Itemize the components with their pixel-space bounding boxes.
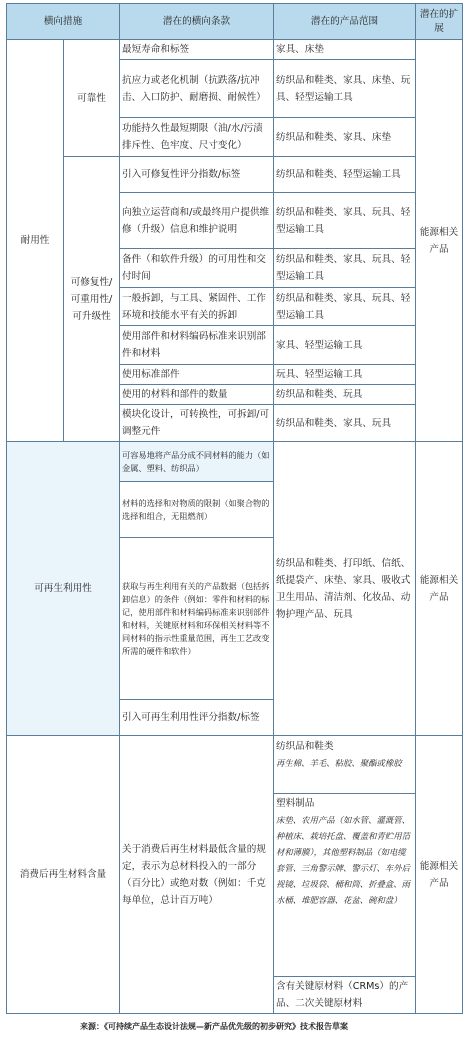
header-scope: 潜在的产品范围 <box>274 4 416 40</box>
table-row <box>7 40 463 60</box>
scope-cell: 纺织品和鞋类、玩具 <box>274 385 416 405</box>
scope-cell: 纺织品和鞋类、家具、床垫、玩具、轻型运输工具 <box>274 60 416 118</box>
measure-durability: 耐用性 <box>7 40 64 442</box>
source-note: 来源：《可持续产品生态设计法规—新产品优先级的初步研究》技术报告草案 <box>80 1022 348 1031</box>
header-extension: 潜在的扩展 <box>416 4 463 40</box>
clause-cell: 使用标准部件 <box>120 365 274 385</box>
sub-measure-repairability: 可修复性/可重用性/可升级性 <box>64 157 120 442</box>
scope-block-title: 纺织品和鞋类 <box>276 740 334 752</box>
clause-cell: 引入可再生利用性评分指数/标签 <box>120 700 274 736</box>
scope-block-body: 床垫、农用产品（如水管、灌溉管、种植床、栽培托盘、覆盖和青贮用箔材和薄膜），其他塑料制品（如电缆套管、三角警示牌、警示灯、车外后视镜、垃圾袋、桶和筒、折叠盒、雨水桶、堆肥容器、花盆、碗和盘） <box>276 814 410 905</box>
clause-cell: 最短寿命和标签 <box>120 40 274 60</box>
scope-block-textiles <box>274 737 415 794</box>
header-clause: 潜在的横向条款 <box>120 4 274 40</box>
extension-recyclability: 能源相关产品 <box>416 442 463 736</box>
sub-measure-reliability: 可靠性 <box>64 40 120 157</box>
table-header-row <box>7 4 463 40</box>
clause-cell: 材料的选择和对物质的限制（如聚合物的选择和组合，无阻燃剂） <box>120 482 274 538</box>
scope-cell: 纺织品和鞋类、家具、玩具、轻型运输工具 <box>274 249 416 288</box>
table-row <box>7 736 463 1014</box>
scope-cell: 纺织品和鞋类、家具、玩具、轻型运输工具 <box>274 288 416 326</box>
measures-table <box>6 3 463 1014</box>
scope-cell: 家具、床垫 <box>274 40 416 60</box>
clause-cell: 使用的材料和部件的数量 <box>120 385 274 405</box>
scope-cell: 纺织品和鞋类、家具、床垫 <box>274 118 416 157</box>
scope-cell: 纺织品和鞋类、轻型运输工具 <box>274 157 416 193</box>
clause-cell: 获取与再生利用有关的产品数据（包括拆卸信息）的条件（例如：零件和材料的标记，使用部件和材料编码标准来识别部件和材料，关键原材料和环保相关材料等不同材料的指示性重量范围，再生工艺改变所需的硬件和软件） <box>120 538 274 700</box>
scope-cell: 纺织品和鞋类、家具、玩具 <box>274 405 416 442</box>
clause-cell: 使用部件和材料编码标准来识别部件和材料 <box>120 326 274 365</box>
clause-cell: 模块化设计，可转换性，可拆卸/可调整元件 <box>120 405 274 442</box>
scope-block-crm <box>274 977 415 1013</box>
clause-cell: 功能持久性最短期限（油/水/污渍排斥性、色牢度、尺寸变化） <box>120 118 274 157</box>
scope-recyclability: 纺织品和鞋类、打印纸、信纸、纸提袋产、床垫、家具、吸收式卫生用品、清洁剂、化妆品、动物护理产品、玩具 <box>274 442 416 736</box>
scope-block-plastics <box>274 794 415 977</box>
clause-cell: 向独立运营商和/或最终用户提供维修（升级）信息和维护说明 <box>120 193 274 249</box>
scope-cell: 玩具、轻型运输工具 <box>274 365 416 385</box>
table-row <box>7 442 463 482</box>
clause-cell: 抗应力或老化机制（抗跌落/抗冲击、入口防护、耐磨损、耐候性） <box>120 60 274 118</box>
table-container <box>6 3 463 1014</box>
header-measure: 横向措施 <box>7 4 120 40</box>
clause-cell: 备件（和软件升级）的可用性和交付时间 <box>120 249 274 288</box>
measure-recycled-content: 消费后再生材料含量 <box>7 736 120 1014</box>
clause-cell: 可容易地将产品分成不同材料的能力（如金属、塑料、纺织品） <box>120 442 274 482</box>
extension-recycled-content: 能源相关产品 <box>416 736 463 1014</box>
clause-cell: 一般拆卸，与工具、紧固件、工作环境和技能水平有关的拆卸 <box>120 288 274 326</box>
scope-cell: 纺织品和鞋类、家具、玩具、轻型运输工具 <box>274 193 416 249</box>
table-row <box>7 157 463 193</box>
measure-recyclability: 可再生利用性 <box>7 442 120 736</box>
scope-block-body: 再生棉、羊毛、粘胶、聚酯或橡胶 <box>276 757 402 768</box>
extension-durability: 能源相关产品 <box>416 40 463 442</box>
scope-cell: 家具、轻型运输工具 <box>274 326 416 365</box>
scope-block-title: 塑料制品 <box>276 797 315 809</box>
clause-cell: 引入可修复性评分指数/标签 <box>120 157 274 193</box>
clause-cell: 关于消费后再生材料最低含量的规定，表示为总材料投入的一部分（百分比）或绝对数（例如：千克每单位，总计百万吨） <box>120 736 274 1014</box>
scope-block-title: 含有关键原材料（CRMs）的产品、二次关键原材料 <box>276 980 409 1009</box>
scope-recycled-content <box>274 736 416 1014</box>
